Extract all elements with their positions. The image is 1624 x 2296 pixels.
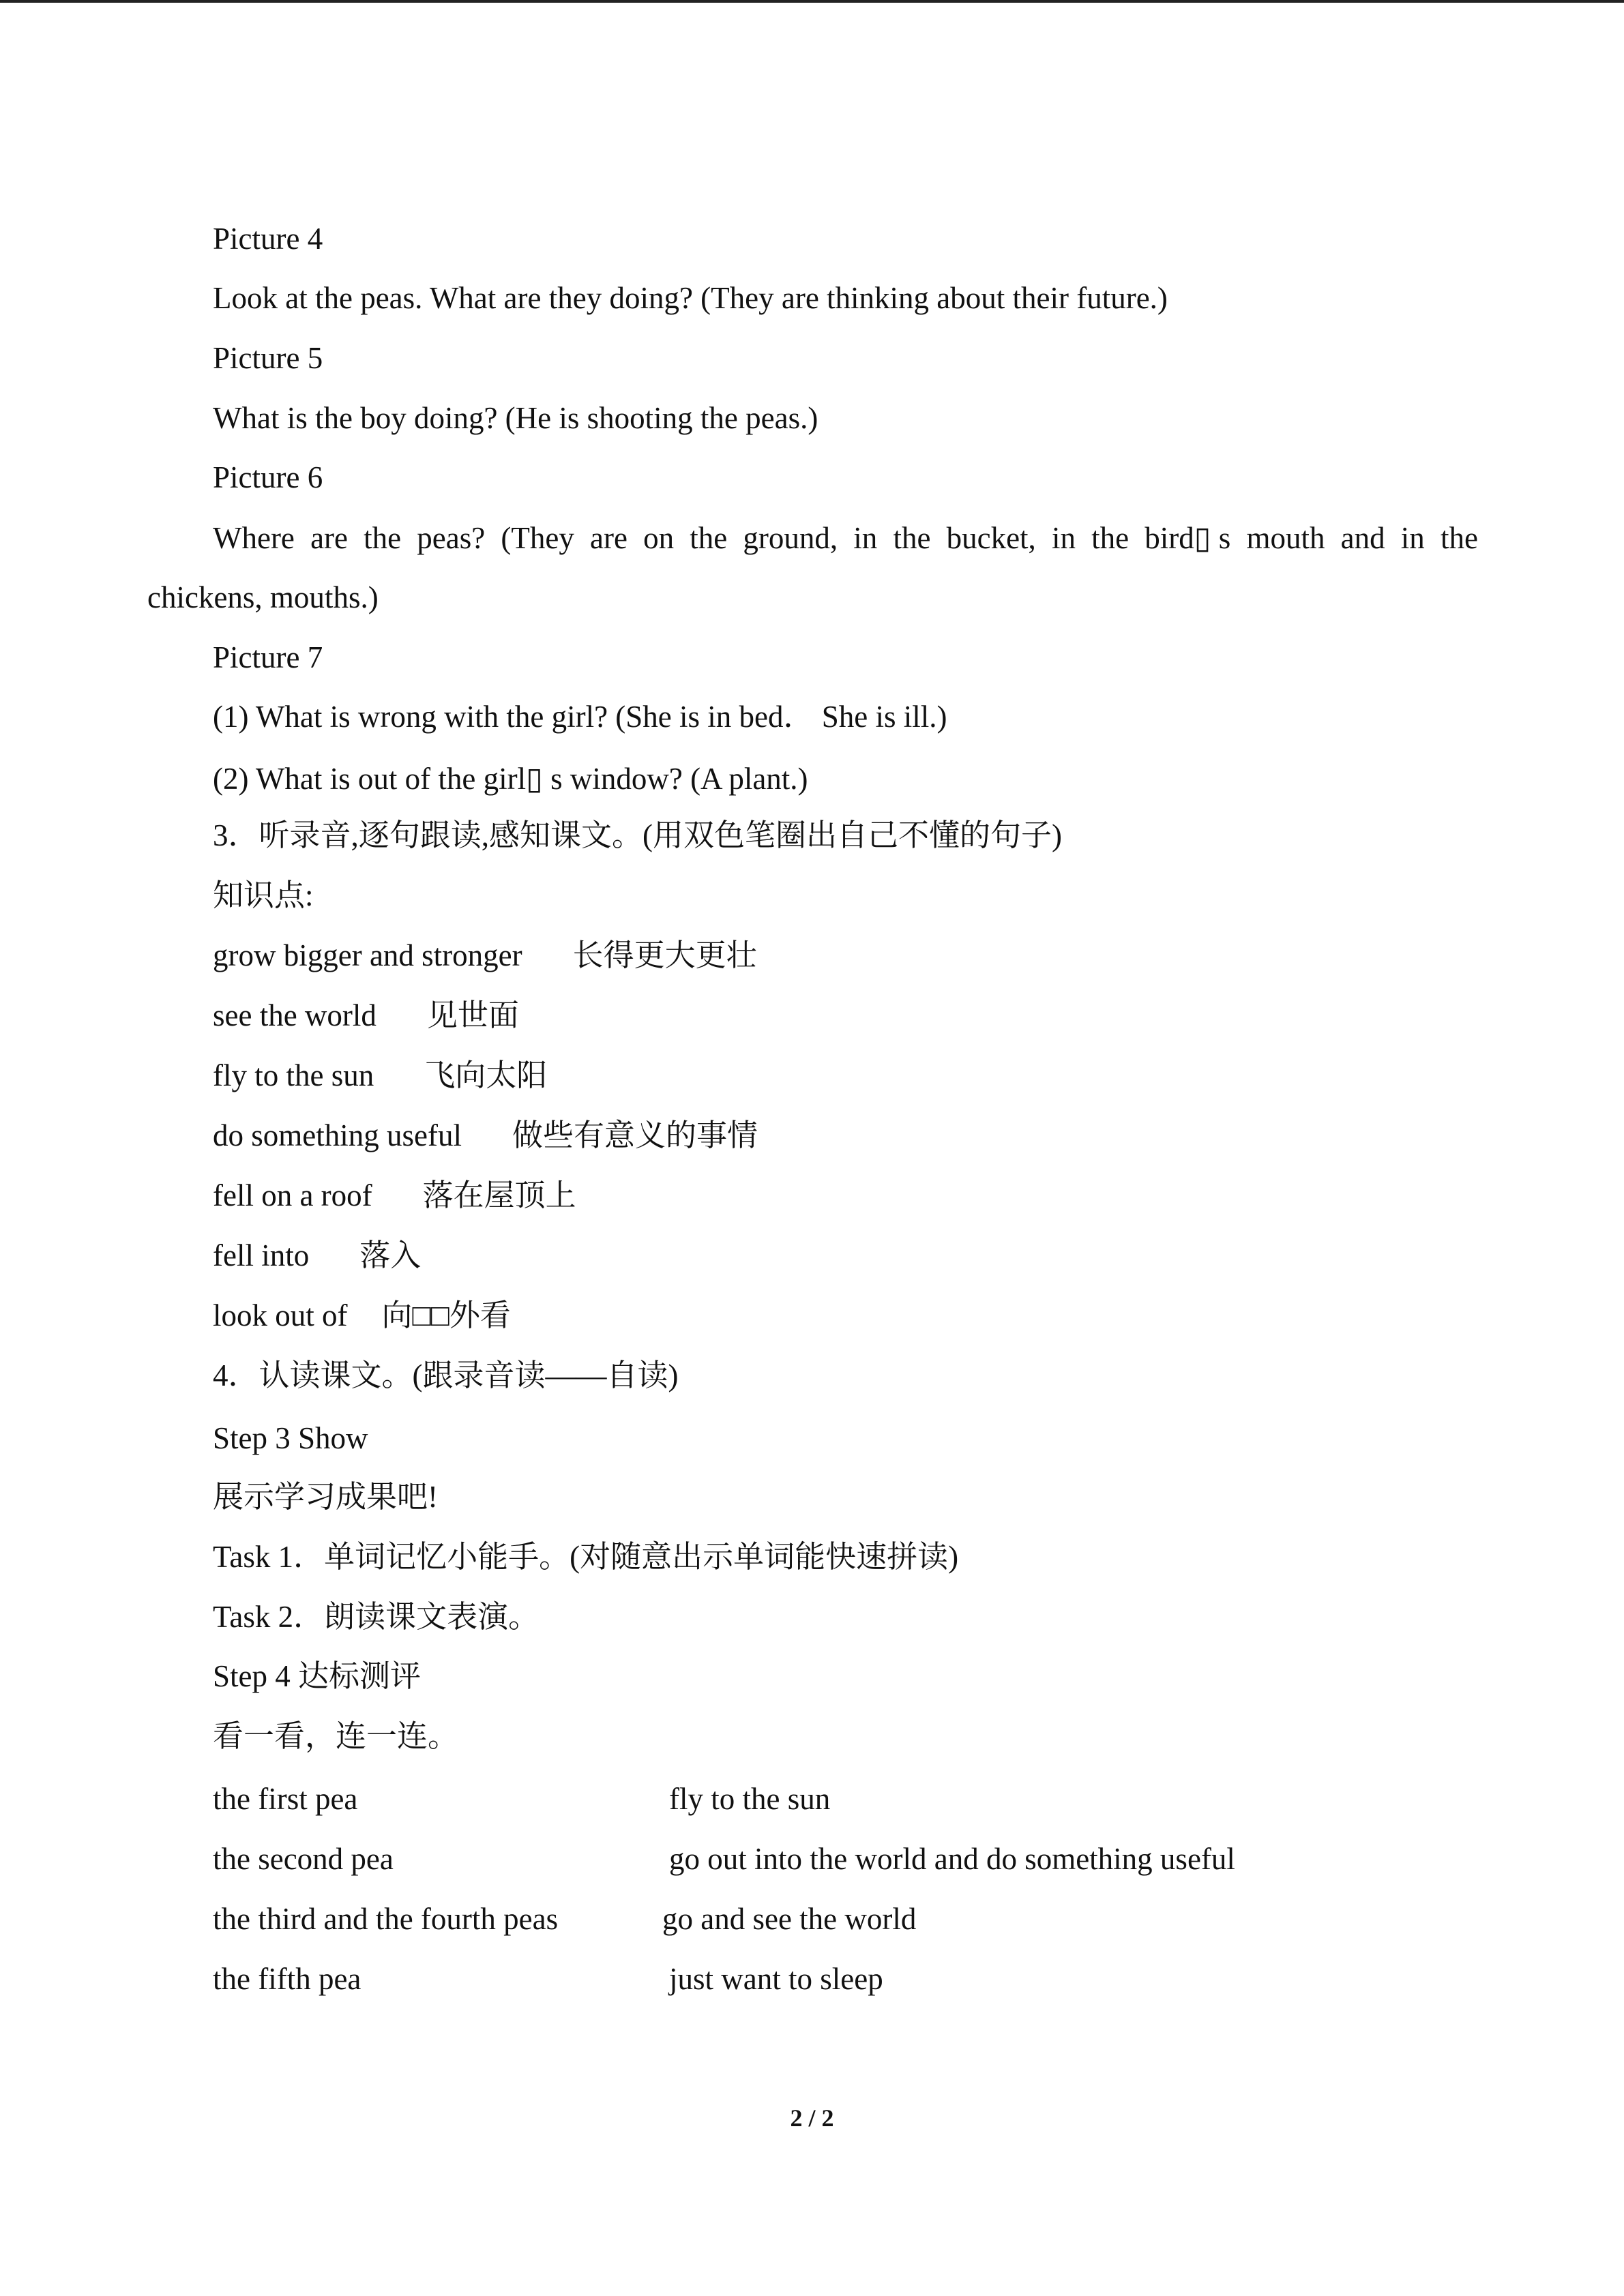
phrase-en: look out of xyxy=(213,1298,348,1332)
picture-6-question xyxy=(213,519,1478,557)
phrase-en: fell into xyxy=(213,1238,310,1272)
match-left-item: the third and the fourth peas xyxy=(213,1902,559,1936)
phrase-en: see the world xyxy=(213,998,377,1032)
word: bird▯ s xyxy=(1145,521,1231,555)
step-item-4: 4．认读课文。(跟录音读——自读) xyxy=(213,1358,679,1392)
show-subtitle: 展示学习成果吧! xyxy=(213,1480,438,1514)
picture-5-heading: Picture 5 xyxy=(213,341,323,375)
word: (They xyxy=(501,521,574,555)
picture-4-heading: Picture 4 xyxy=(213,222,323,256)
match-left-item: the first pea xyxy=(213,1782,358,1816)
match-left-item: the second pea xyxy=(213,1842,394,1876)
picture-5-question: What is the boy doing? (He is shooting the peas.) xyxy=(213,401,818,435)
word: the xyxy=(1091,521,1130,555)
phrase-zh: 落在屋顶上 xyxy=(422,1178,576,1212)
page-top-border xyxy=(0,0,1624,3)
word: in xyxy=(1051,521,1076,555)
word: mouth xyxy=(1246,521,1325,555)
task-2: Task 2．朗读课文表演。 xyxy=(213,1600,540,1634)
word: peas? xyxy=(417,521,486,555)
word: the xyxy=(1440,521,1478,555)
picture-7-question-1: (1) What is wrong with the girl? (She is in bed． She is ill.) xyxy=(213,700,947,734)
step-item-3: 3．听录音,逐句跟读,感知课文。(用双色笔圈出自己不懂的句子) xyxy=(213,818,1062,852)
picture-7-question-2: (2) What is out of the girl▯ s window? (A plant.) xyxy=(213,762,808,796)
phrase-zh: 飞向太阳 xyxy=(424,1058,548,1092)
word: are xyxy=(590,521,628,555)
word: on xyxy=(643,521,675,555)
phrase-row xyxy=(213,996,519,1034)
match-right-item: fly to the sun xyxy=(669,1782,831,1816)
word: in xyxy=(853,521,878,555)
step-3-heading: Step 3 Show xyxy=(213,1421,368,1455)
word: and xyxy=(1340,521,1385,555)
phrase-row xyxy=(213,1056,547,1094)
phrase-row xyxy=(213,1236,421,1274)
match-right-item: go out into the world and do something useful xyxy=(669,1842,1235,1876)
picture-7-heading: Picture 7 xyxy=(213,640,323,674)
picture-6-question-continued: chickens, mouths.) xyxy=(147,580,379,614)
phrase-zh: 落入 xyxy=(359,1238,422,1272)
phrase-zh: 见世面 xyxy=(426,998,519,1032)
phrase-row xyxy=(213,1176,576,1214)
step-4-heading: Step 4 达标测评 xyxy=(213,1659,422,1693)
word: in xyxy=(1400,521,1425,555)
phrase-row xyxy=(213,1296,511,1335)
word: the xyxy=(690,521,728,555)
phrase-zh: 做些有意义的事情 xyxy=(512,1118,758,1152)
phrase-row xyxy=(213,1116,758,1154)
match-right-item: go and see the world xyxy=(662,1902,917,1936)
phrase-row xyxy=(213,936,757,974)
picture-6-heading: Picture 6 xyxy=(213,460,323,494)
phrase-en: do something useful xyxy=(213,1118,462,1152)
phrase-en: grow bigger and stronger xyxy=(213,938,522,972)
phrase-en: fly to the sun xyxy=(213,1058,374,1092)
word: are xyxy=(310,521,348,555)
phrase-zh: 向□□外看 xyxy=(381,1298,511,1332)
match-right-item: just want to sleep xyxy=(669,1962,883,1996)
word: the xyxy=(364,521,402,555)
word: bucket, xyxy=(946,521,1036,555)
word: Where xyxy=(213,521,295,555)
phrase-en: fell on a roof xyxy=(213,1178,372,1212)
phrase-zh: 长得更大更壮 xyxy=(572,938,757,972)
picture-4-question: Look at the peas. What are they doing? (They are thinking about their future.) xyxy=(213,281,1168,315)
word: ground, xyxy=(743,521,838,555)
word: the xyxy=(893,521,931,555)
knowledge-heading: 知识点: xyxy=(213,878,314,912)
page-number: 2 / 2 xyxy=(790,2104,834,2132)
task-1: Task 1．单词记忆小能手。(对随意出示单词能快速拼读) xyxy=(213,1540,959,1574)
match-instruction: 看一看，连一连。 xyxy=(213,1719,459,1753)
match-left-item: the fifth pea xyxy=(213,1962,361,1996)
